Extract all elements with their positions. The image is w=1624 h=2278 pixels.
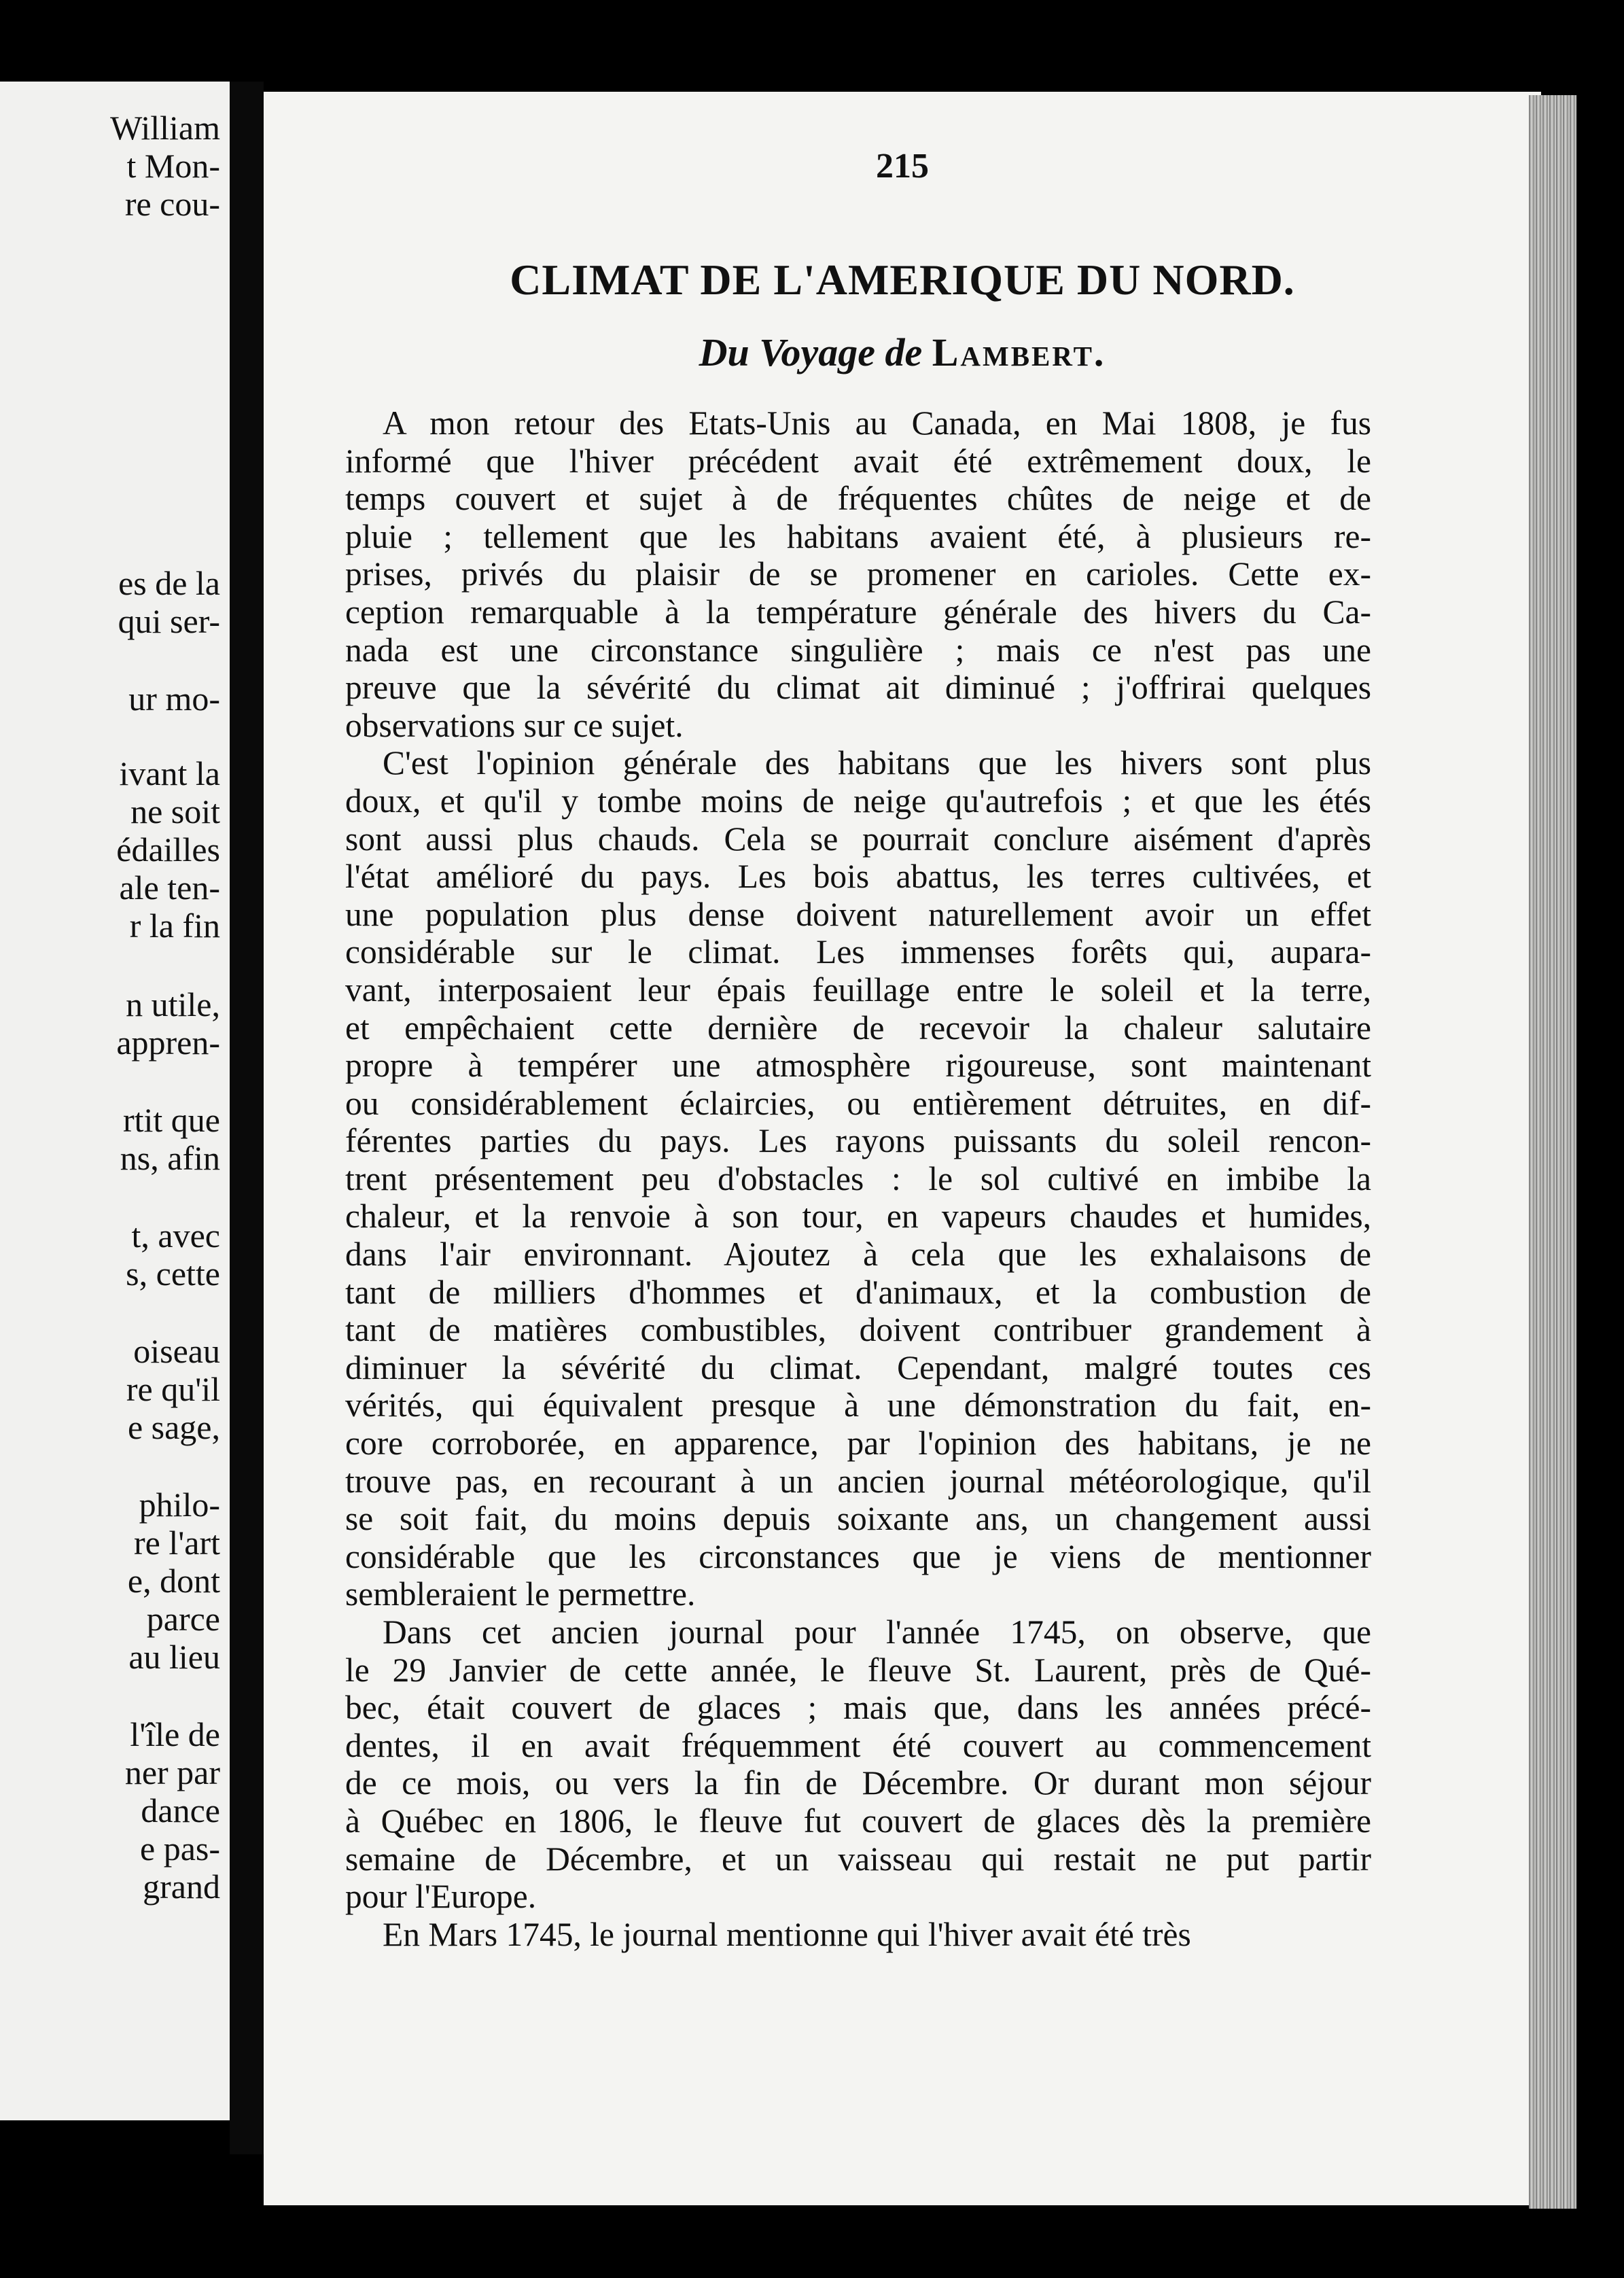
left-page-line: dance <box>141 1791 220 1829</box>
body-text <box>345 404 1371 1953</box>
text-line: l'état amélioré du pays. Les bois abattus, les terres cultivées, et <box>345 858 1371 896</box>
left-page-line: re qu'il <box>126 1370 220 1408</box>
text-line: vérités, qui équivalent presque à une démonstration du fait, en- <box>345 1386 1371 1424</box>
left-page-line: re cou- <box>124 185 220 223</box>
left-page-line: e, dont <box>127 1562 220 1600</box>
text-line: sont aussi plus chauds. Cela se pourrait conclure aisément d'après <box>345 820 1371 858</box>
left-page-fragment <box>0 82 230 2120</box>
text-line: se soit fait, du moins depuis soixante ans, un changement aussi <box>345 1500 1371 1538</box>
text-line: core corroborée, en apparence, par l'opinion des habitans, je ne <box>345 1424 1371 1462</box>
page-edge <box>1529 95 1576 2209</box>
left-page-line: n utile, <box>126 985 220 1023</box>
left-page-line: William <box>110 109 220 147</box>
text-line: semaine de Décembre, et un vaisseau qui restait ne put partir <box>345 1840 1371 1878</box>
left-page-line: qui ser- <box>118 602 220 640</box>
left-page-line: t Mon- <box>126 147 220 185</box>
text-line: pluie ; tellement que les habitans avaient été, à plusieurs re- <box>345 517 1371 555</box>
text-line: à Québec en 1806, le fleuve fut couvert de glaces dès la première <box>345 1802 1371 1840</box>
text-line: une population plus dense doivent naturellement avoir un effet <box>345 895 1371 933</box>
left-page-line: ivant la <box>119 754 220 792</box>
text-line: En Mars 1745, le journal mentionne qui l'hiver avait été très <box>383 1915 1191 1953</box>
left-page-line: rtit que <box>122 1101 220 1139</box>
text-line: doux, et qu'il y tombe moins de neige qu'autrefois ; et que les étés <box>345 782 1371 820</box>
page-title: CLIMAT DE L'AMERIQUE DU NORD. <box>510 256 1295 304</box>
left-page-line: s, cette <box>126 1255 220 1293</box>
left-page-line: r la fin <box>129 907 220 945</box>
left-page-line: philo- <box>139 1486 220 1524</box>
text-line: ou considérablement éclaircies, ou entièrement détruites, en dif- <box>345 1084 1371 1122</box>
subtitle-author: Lambert. <box>932 330 1106 374</box>
text-line: ception remarquable à la température générale des hivers du Ca- <box>345 593 1371 631</box>
left-page-line: ur mo- <box>128 680 220 718</box>
text-line: preuve que la sévérité du climat ait diminué ; j'offrirai quelques <box>345 669 1371 707</box>
left-page-line: ale ten- <box>119 869 220 907</box>
text-line: et empêchaient cette dernière de recevoir la chaleur salutaire <box>345 1009 1371 1047</box>
text-line: dentes, il en avait fréquemment été couvert au commencement <box>345 1726 1371 1764</box>
page-number: 215 <box>876 147 929 186</box>
text-line: C'est l'opinion générale des habitans que les hivers sont plus <box>383 744 1371 782</box>
text-line: observations sur ce sujet. <box>345 706 684 744</box>
book-gutter <box>230 82 264 2154</box>
left-page-line: e pas- <box>140 1829 220 1868</box>
left-page-line: ns, afin <box>120 1139 220 1177</box>
text-line: trouve pas, en recourant à un ancien journal météorologique, qu'il <box>345 1462 1371 1500</box>
left-page-line: ne soit <box>130 792 220 830</box>
text-line: tant de matières combustibles, doivent contribuer grandement à <box>345 1311 1371 1349</box>
text-line: considérable que les circonstances que je viens de mentionner <box>345 1537 1371 1575</box>
text-line: férentes parties du pays. Les rayons puissants du soleil rencon- <box>345 1122 1371 1160</box>
left-page-line: au lieu <box>128 1638 220 1676</box>
left-page-line: re l'art <box>134 1524 220 1562</box>
left-page-line: grand <box>143 1868 220 1906</box>
text-line: dans l'air environnant. Ajoutez à cela que les exhalaisons de <box>345 1236 1371 1274</box>
text-line: bec, était couvert de glaces ; mais que, dans les années précé- <box>345 1689 1371 1727</box>
subtitle-prefix: Du Voyage de <box>699 330 932 374</box>
left-page-line: es de la <box>118 564 220 602</box>
left-page-line: t, avec <box>131 1216 220 1255</box>
text-line: diminuer la sévérité du climat. Cependant, malgré toutes ces <box>345 1348 1371 1386</box>
text-line: tant de milliers d'hommes et d'animaux, et la combustion de <box>345 1273 1371 1311</box>
left-page-line: appren- <box>116 1023 220 1062</box>
text-line: trent présentement peu d'obstacles : le sol cultivé en imbibe la <box>345 1159 1371 1197</box>
text-line: sembleraient le permettre. <box>345 1575 696 1613</box>
text-line: le 29 Janvier de cette année, le fleuve St. Laurent, près de Qué- <box>345 1651 1371 1689</box>
left-page-line: ner par <box>124 1753 220 1791</box>
text-line: nada est une circonstance singulière ; mais ce n'est pas une <box>345 631 1371 669</box>
left-page-line: oiseau <box>133 1332 220 1370</box>
text-line: de ce mois, ou vers la fin de Décembre. Or durant mon séjour <box>345 1764 1371 1802</box>
text-line: chaleur, et la renvoie à son tour, en vapeurs chaudes et humides, <box>345 1197 1371 1236</box>
text-line: informé que l'hiver précédent avait été extrêmement doux, le <box>345 442 1371 480</box>
text-line: Dans cet ancien journal pour l'année 1745, on observe, que <box>383 1613 1371 1651</box>
text-line: considérable sur le climat. Les immenses forêts qui, aupara- <box>345 933 1371 971</box>
left-page-line: parce <box>146 1600 220 1638</box>
main-page <box>264 92 1541 2205</box>
text-line: A mon retour des Etats-Unis au Canada, en Mai 1808, je fus <box>383 404 1371 442</box>
page-subtitle <box>264 330 1541 375</box>
text-line: prises, privés du plaisir de se promener en carioles. Cette ex- <box>345 555 1371 593</box>
text-line: temps couvert et sujet à de fréquentes chûtes de neige et de <box>345 480 1371 518</box>
text-line: vant, interposaient leur épais feuillage entre le soleil et la terre, <box>345 970 1371 1009</box>
text-line: pour l'Europe. <box>345 1878 537 1916</box>
left-page-line: l'île de <box>130 1715 220 1753</box>
left-page-line: édailles <box>116 830 220 869</box>
text-line: propre à tempérer une atmosphère rigoureuse, sont maintenant <box>345 1047 1371 1085</box>
left-page-line: e sage, <box>127 1408 220 1446</box>
